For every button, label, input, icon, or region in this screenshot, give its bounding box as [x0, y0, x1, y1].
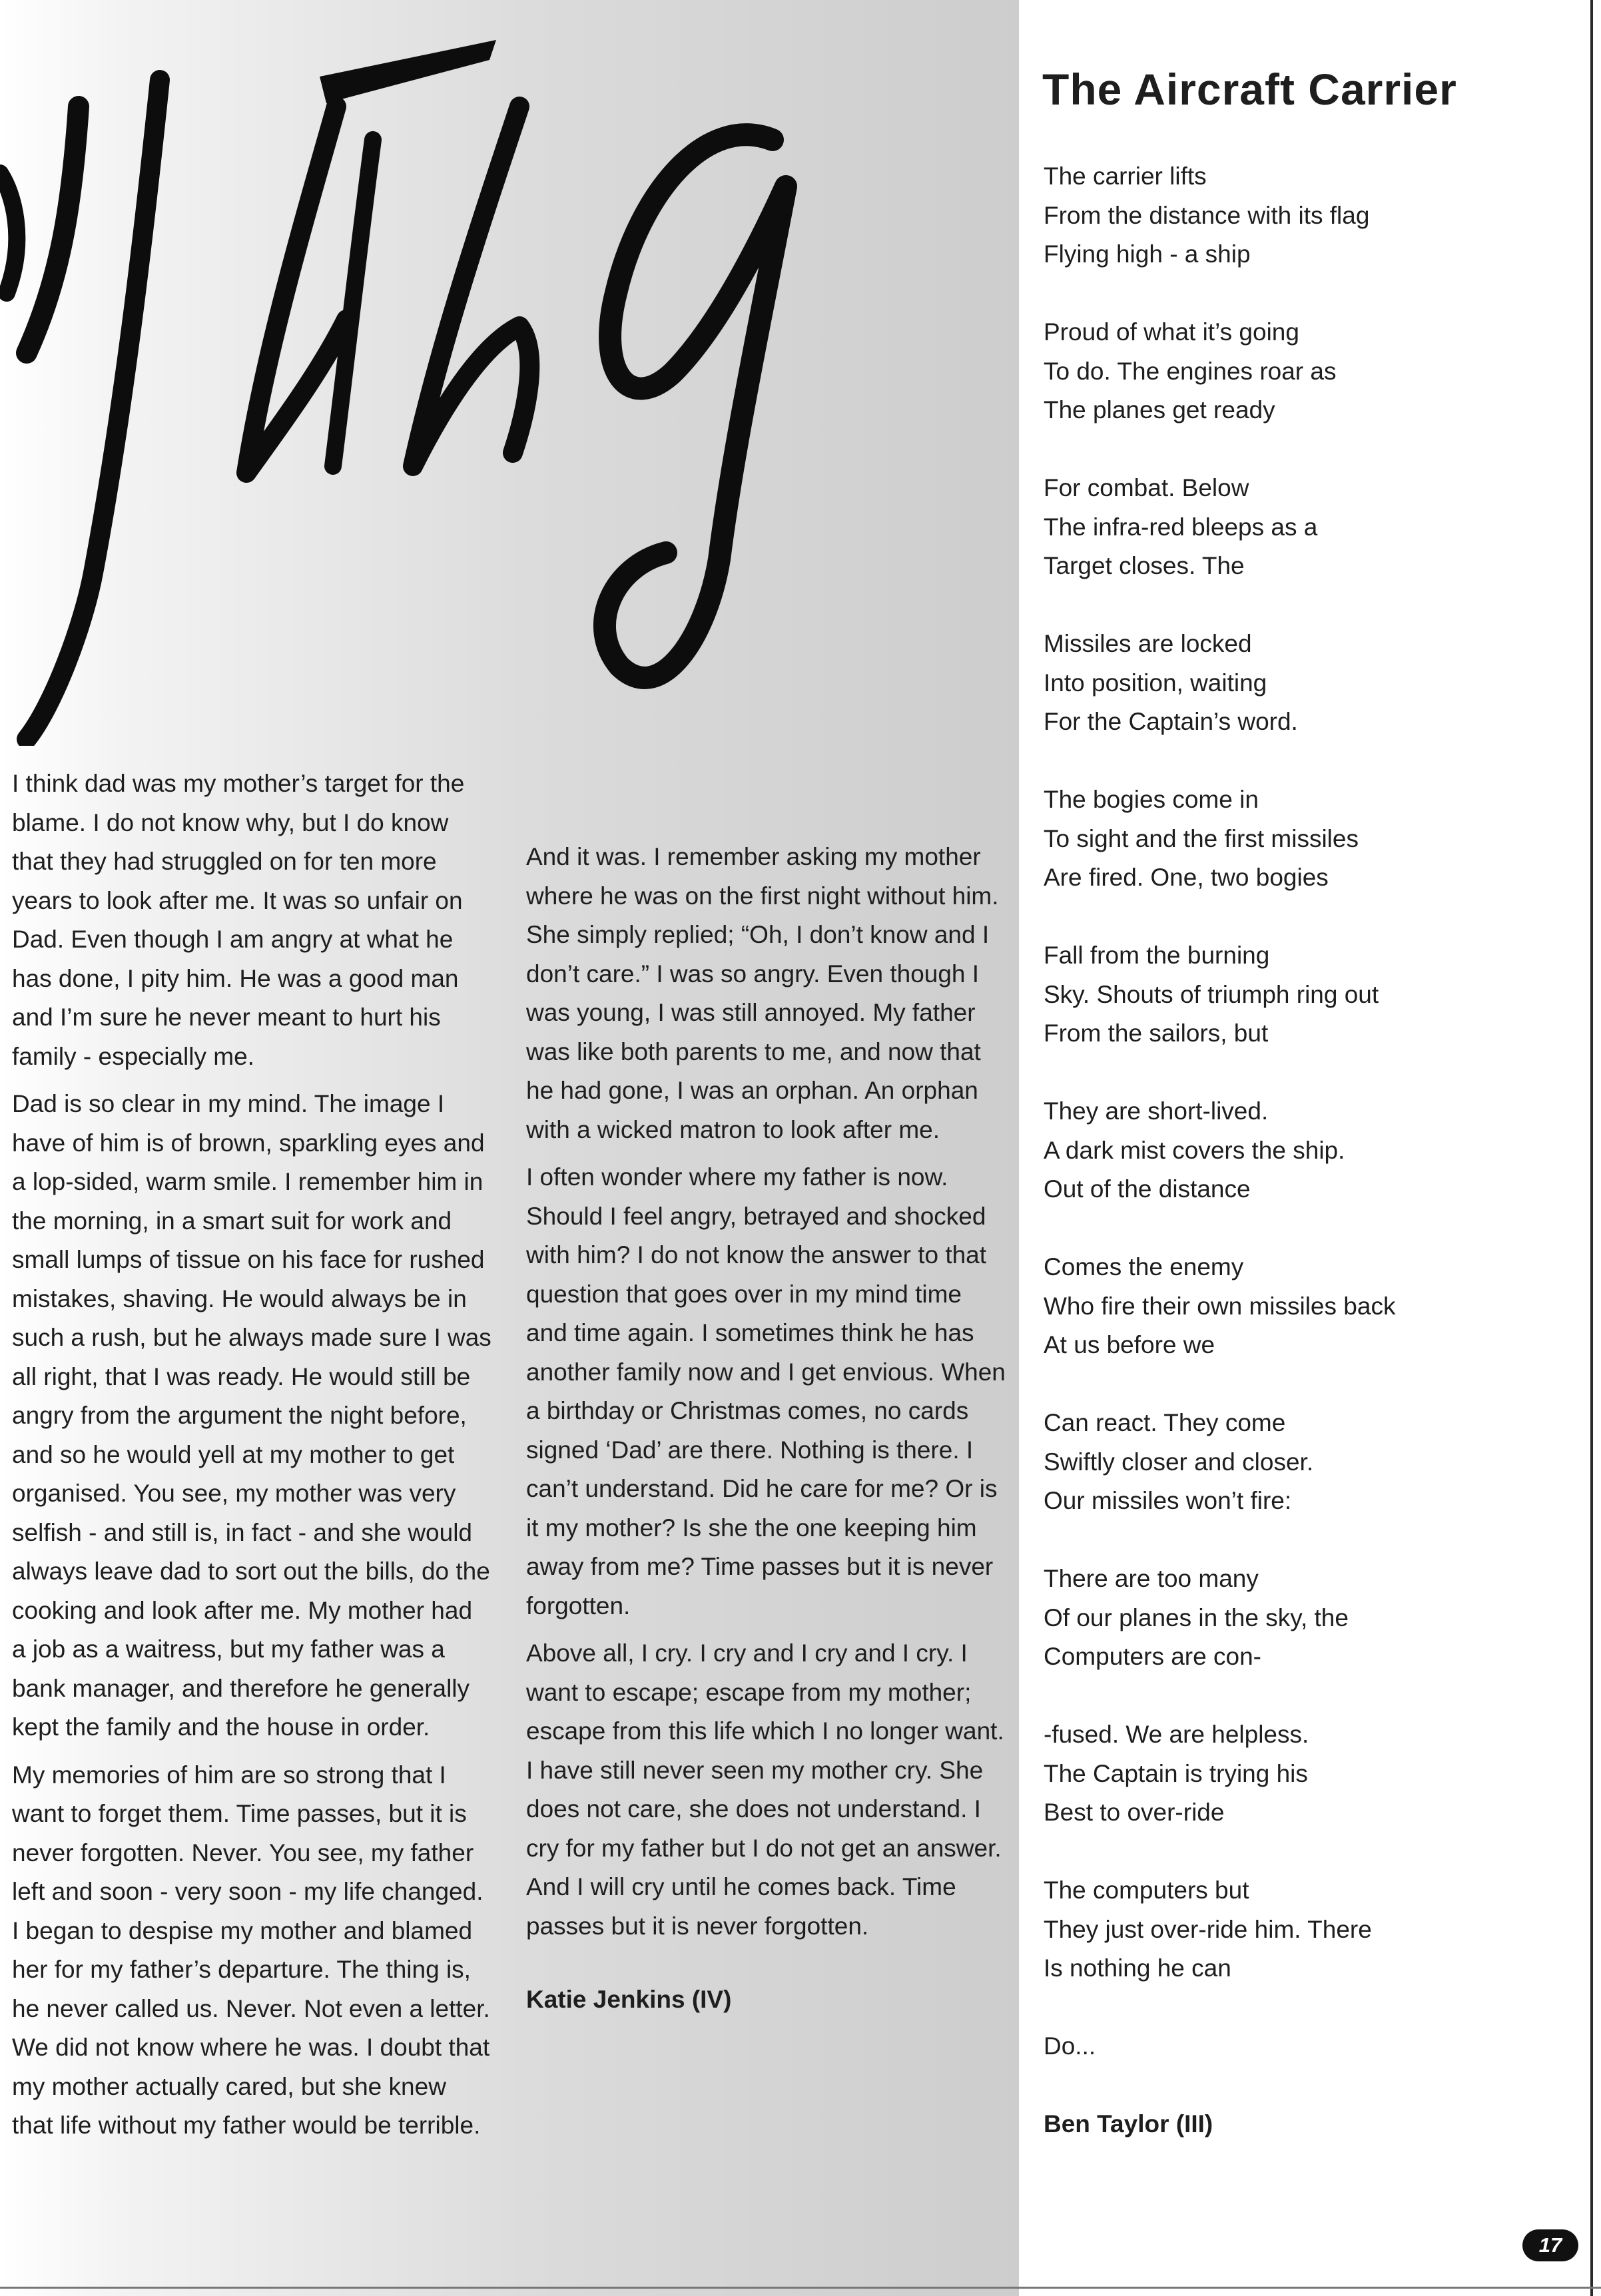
poem-stanza: [1044, 469, 1583, 586]
poem-line: There are too many: [1044, 1565, 1259, 1592]
page-number-badge: 17: [1522, 2229, 1578, 2261]
poem-line: -fused. We are helpless.: [1044, 1721, 1309, 1748]
poem-line: The planes get ready: [1044, 396, 1275, 424]
poem-body: [1044, 157, 1583, 2144]
poem-line: Sky. Shouts of triumph ring out: [1044, 980, 1379, 1008]
poem-line: Who fire their own missiles back: [1044, 1292, 1396, 1320]
macron-stroke: [320, 40, 496, 103]
poem-line: To do. The engines roar as: [1044, 357, 1337, 385]
poem-line: Flying high - a ship: [1044, 240, 1251, 268]
poem-line: Into position, waiting: [1044, 669, 1267, 697]
poem-line: They are short-lived.: [1044, 1097, 1269, 1125]
poem-line: From the sailors, but: [1044, 1019, 1269, 1047]
poem-line: Are fired. One, two bogies: [1044, 864, 1329, 891]
poem-line: Is nothing he can: [1044, 1954, 1231, 1982]
poem-line: The Captain is trying his: [1044, 1759, 1308, 1787]
poem-stanza: [1044, 313, 1583, 430]
poem-line: Can react. They come: [1044, 1409, 1286, 1436]
paragraph: I often wonder where my father is now. Should I feel angry, betrayed and shocked with him? I do not know the answer to that question that goes over in my mind time and time again. I sometimes think he has another family now and I get envious. When a birthday or Christmas comes, no cards signed ‘Dad’ are there. Nothing is there. I can’t understand. Did he care for me? Or is it my mother? Is she the one keeping him away from me? Time passes but it is never forgotten.: [526, 1163, 1006, 1619]
poem-line: The infra-red bleeps as a: [1044, 513, 1318, 541]
paragraph: I think dad was my mother’s target for the blame. I do not know why, but I do know that they had struggled on for ten more years to look after me. It was so unfair on Dad. Even though I am angry at what he has done, I pity him. He was a good man and I’m sure he never meant to hurt his family - especially me.: [12, 770, 465, 1070]
page-edge-rule: [1590, 0, 1593, 2296]
poem-line: The bogies come in: [1044, 786, 1259, 813]
poem-line: Our missiles won’t fire:: [1044, 1487, 1292, 1514]
poem-line: Of our planes in the sky, the: [1044, 1603, 1349, 1631]
paragraph: Above all, I cry. I cry and I cry and I cry. I want to escape; escape from my mother; escape from this life which I no longer want. I have still never seen my mother cry. She does not care, she does not understand. I cry for my father but I do not get an answer. And I will cry until he comes back. Time passes but it is never forgotten.: [526, 1639, 1004, 1940]
prose-author-signature: Katie Jenkins (IV): [526, 1986, 732, 2013]
poem-line: For the Captain’s word.: [1044, 708, 1298, 735]
poem-line: Do...: [1044, 2032, 1096, 2060]
poem-line: Target closes. The: [1044, 552, 1245, 579]
paragraph: And it was. I remember asking my mother where he was on the first night without him. She simply replied; “Oh, I don’t know and I don’t care.” I was so angry. Even though I was young, I was still annoyed. My father was like both parents to me, and now that he had gone, I was an orphan. An orphan with a wicked matron to look after me.: [526, 843, 999, 1143]
poem-line: Out of the distance: [1044, 1175, 1251, 1203]
poem-line: For combat. Below: [1044, 474, 1249, 501]
poem-line: Computers are con-: [1044, 1643, 1261, 1670]
poem-line: A dark mist covers the ship.: [1044, 1136, 1345, 1164]
poem-line: Comes the enemy: [1044, 1253, 1244, 1281]
page-bottom-rule: [0, 2287, 1601, 2289]
poem-line: Best to over-ride: [1044, 1799, 1225, 1826]
prose-column-middle: [526, 838, 1006, 2028]
poem-line: Proud of what it’s going: [1044, 318, 1299, 346]
poem-stanza: [1044, 780, 1583, 898]
poem-line: They just over-ride him. There: [1044, 1915, 1372, 1943]
poem-line: Swiftly closer and closer.: [1044, 1448, 1314, 1476]
poem-title: The Aircraft Carrier: [1042, 65, 1457, 114]
poem-stanza: [1044, 1404, 1583, 1521]
poem-stanza: [1044, 936, 1583, 1053]
poem-stanza: [1044, 157, 1583, 274]
poem-stanza: [1044, 1560, 1583, 1677]
poem-stanza: [1044, 1871, 1583, 1988]
poem-stanza: [1044, 2027, 1583, 2066]
poem-stanza: [1044, 625, 1583, 742]
poem-line: Missiles are locked: [1044, 630, 1252, 657]
paragraph: My memories of him are so strong that I want to forget them. Time passes, but it is never forgotten. Never. You see, my father left and soon - very soon - my life changed. I began to despise my mother and blamed her for my father’s departure. The thing is, he never called us. Never. Not even a letter. We did not know where he was. I doubt that my mother actually cared, but she knew that life without my father would be terrible.: [12, 1761, 490, 2139]
poem-line: From the distance with its flag: [1044, 201, 1370, 229]
poem-stanza: [1044, 1248, 1583, 1365]
poem-stanza: [1044, 1715, 1583, 1833]
prose-column-left: [12, 764, 491, 2154]
poem-line: The computers but: [1044, 1876, 1249, 1904]
poem-line: The carrier lifts: [1044, 162, 1207, 190]
poem-line: Fall from the burning: [1044, 942, 1270, 969]
poem-stanza: [1044, 1092, 1583, 1209]
poem-line: At us before we: [1044, 1331, 1215, 1358]
poem-author-signature: Ben Taylor (III): [1044, 2110, 1213, 2138]
handwritten-heading-art: [0, 40, 999, 746]
paragraph: Dad is so clear in my mind. The image I have of him is of brown, sparkling eyes and a lop-sided, warm smile. I remember him in the morning, in a smart suit for work and small lumps of tissue on his face for rushed mistakes, shaving. He would always be in such a rush, but he always made sure I was all right, that I was ready. He would still be angry from the argument the night before, and so he would yell at my mother to get organised. You see, my mother was very selfish - and still is, in fact - and she would always leave dad to sort out the bills, do the cooking and look after me. My mother had a job as a waitress, but my father was a bank manager, and therefore he generally kept the family and the house in order.: [12, 1090, 491, 1741]
poem-line: To sight and the first missiles: [1044, 824, 1359, 852]
